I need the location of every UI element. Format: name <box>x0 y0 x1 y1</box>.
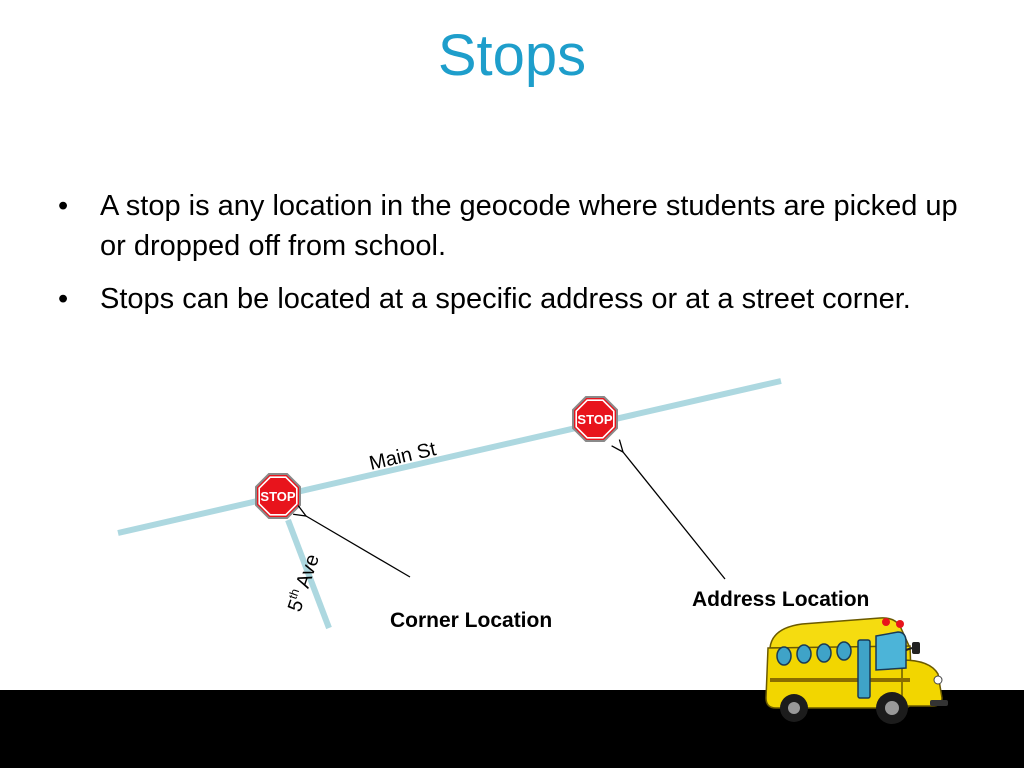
main-street-label: Main St <box>367 438 439 475</box>
school-bus-icon <box>762 608 952 728</box>
stop-sign-icon <box>572 396 618 442</box>
stop-sign-text: STOP <box>260 489 296 504</box>
bullet-text: Stops can be located at a specific address or at a street corner. <box>100 283 911 315</box>
main-street-line <box>118 381 781 533</box>
fifth-ave-word: Ave <box>292 551 325 591</box>
fifth-ave-suffix: th <box>285 586 303 601</box>
fifth-ave-number: 5 <box>283 596 309 615</box>
address-pointer-arrow <box>623 452 725 579</box>
bullet-dot: • <box>58 283 69 315</box>
bullet-dot: • <box>58 190 69 222</box>
corner-location-label: Corner Location <box>390 609 553 632</box>
slide-title: Stops <box>437 23 587 88</box>
address-location-label: Address Location <box>692 588 870 611</box>
stop-sign-text: STOP <box>577 412 613 427</box>
corner-pointer-arrow <box>306 516 410 577</box>
bullet-text: A stop is any location in the geocode where students are picked up or dropped off from school. <box>100 190 958 262</box>
stop-sign-icon <box>255 473 301 519</box>
